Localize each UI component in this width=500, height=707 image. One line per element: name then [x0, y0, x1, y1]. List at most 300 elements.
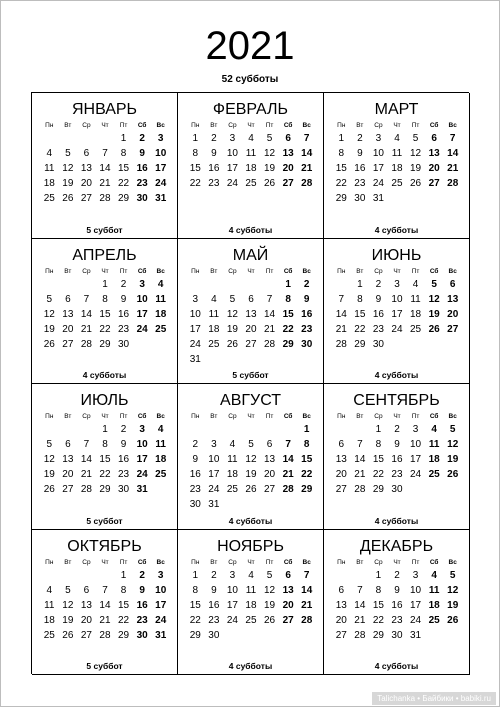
day-number: 25	[226, 484, 238, 495]
day-number: 23	[118, 323, 130, 335]
day-number: 6	[83, 584, 90, 596]
day-number: 29	[118, 629, 130, 641]
day-number: 9	[394, 439, 400, 450]
day-number: 18	[43, 614, 55, 626]
day-number: 21	[80, 323, 92, 335]
day-number: 27	[428, 178, 440, 189]
day-number: 4	[248, 133, 254, 144]
day-number: 28	[447, 178, 459, 189]
day-number: 10	[136, 293, 148, 305]
day-number: 3	[412, 569, 419, 581]
empty-cell	[40, 277, 59, 292]
day-number: 20	[282, 599, 294, 611]
weekday-label: Сб	[137, 558, 147, 566]
day-number: 29	[118, 193, 130, 204]
day-number: 6	[65, 439, 71, 450]
day-number: 17	[410, 599, 422, 611]
empty-cell	[40, 131, 59, 146]
day-number: 12	[62, 163, 74, 174]
weekday-label: Чт	[101, 267, 109, 275]
day-number: 30	[118, 338, 130, 350]
day-number: 26	[62, 629, 74, 641]
day-number: 15	[372, 454, 384, 465]
day-number: 30	[189, 499, 201, 510]
day-number: 5	[65, 148, 71, 159]
day-number: 30	[208, 629, 220, 641]
day-number: 9	[394, 584, 400, 596]
day-number: 7	[303, 569, 310, 581]
day-number: 15	[118, 163, 130, 174]
weekday-label: Вс	[448, 558, 457, 566]
day-number: 2	[303, 278, 310, 290]
day-number: 14	[301, 584, 313, 596]
day-number: 7	[83, 439, 90, 450]
day-number: 12	[410, 148, 422, 159]
day-number: 1	[338, 133, 345, 144]
weekday-label: Вс	[302, 558, 311, 566]
weekday-label: Ср	[374, 122, 383, 129]
empty-cell	[223, 422, 242, 437]
weekday-label: Вс	[302, 267, 311, 275]
day-number: 8	[375, 584, 382, 596]
day-number: 6	[338, 584, 345, 596]
day-number: 27	[335, 484, 347, 495]
weekday-label: Вс	[156, 267, 165, 275]
weekday-label: Вт	[356, 122, 364, 129]
day-number: 3	[394, 278, 400, 290]
day-number: 8	[192, 584, 199, 596]
day-number: 22	[372, 614, 384, 626]
day-number: 8	[120, 584, 127, 596]
empty-cell	[279, 422, 298, 437]
month-name: ИЮЛЬ	[80, 392, 129, 409]
day-number: 2	[192, 439, 199, 450]
day-number: 24	[155, 614, 167, 626]
weekday-label: Ср	[82, 413, 91, 420]
day-number: 12	[428, 293, 440, 305]
day-number: 17	[136, 308, 148, 320]
day-number: 13	[447, 293, 459, 305]
day-number: 25	[428, 614, 440, 626]
day-number: 14	[99, 163, 111, 174]
month-name: ОКТЯБРЬ	[67, 537, 142, 555]
day-number: 4	[248, 569, 254, 581]
empty-cell	[77, 131, 96, 146]
weekday-label: Сб	[283, 122, 293, 129]
weekday-label: Вт	[64, 267, 72, 275]
day-number: 5	[449, 569, 456, 581]
day-number: 11	[428, 584, 440, 596]
month-name: СЕНТЯБРЬ	[353, 392, 440, 409]
day-number: 13	[428, 148, 440, 159]
day-number: 19	[447, 599, 459, 611]
day-number: 19	[428, 308, 440, 320]
weekday-header	[332, 121, 462, 130]
weekday-label: Вс	[448, 122, 457, 129]
day-number: 2	[211, 133, 217, 144]
day-number: 26	[62, 193, 74, 204]
day-number: 17	[136, 454, 148, 465]
day-number: 23	[208, 614, 220, 626]
weekday-header	[186, 412, 316, 421]
weekday-label: Чт	[393, 558, 401, 566]
empty-cell	[186, 277, 205, 292]
saturday-count: 5 суббот	[86, 224, 123, 235]
day-number: 11	[245, 584, 257, 596]
weekday-label: Пн	[191, 413, 200, 420]
weekday-label: Сб	[429, 558, 439, 566]
weekday-header	[40, 267, 170, 276]
weekday-label: Чт	[393, 122, 401, 129]
day-number: 14	[282, 454, 294, 465]
day-number: 20	[335, 469, 347, 480]
month-name: НОЯБРЬ	[217, 537, 284, 555]
day-number: 12	[447, 584, 459, 596]
day-number: 30	[118, 484, 130, 495]
day-number: 5	[46, 439, 53, 450]
day-number: 3	[139, 424, 145, 435]
day-number: 5	[412, 133, 419, 144]
weekday-label: Пн	[191, 558, 200, 566]
day-number: 5	[449, 424, 456, 435]
day-number: 31	[136, 484, 148, 495]
empty-cell	[242, 422, 261, 437]
day-number: 23	[189, 484, 201, 495]
day-number: 18	[155, 308, 167, 320]
day-number: 9	[303, 293, 310, 305]
day-number: 15	[282, 308, 294, 320]
day-number: 24	[155, 178, 167, 189]
day-number: 25	[245, 614, 257, 626]
day-number: 8	[192, 148, 199, 159]
month-name: МАРТ	[374, 101, 419, 118]
weekday-label: Пт	[119, 267, 128, 275]
day-number: 5	[65, 584, 71, 596]
day-number: 2	[139, 133, 145, 144]
weekday-label: Пт	[265, 558, 274, 566]
day-number: 17	[372, 163, 384, 174]
day-number: 24	[208, 484, 220, 495]
day-number: 20	[62, 469, 74, 480]
weekday-label: Вт	[64, 122, 72, 129]
day-number: 28	[99, 629, 111, 641]
day-number: 26	[245, 484, 257, 495]
weekday-label: Ср	[82, 558, 91, 566]
day-number: 17	[189, 323, 201, 335]
day-number: 30	[391, 629, 403, 641]
saturday-count: 4 субботы	[82, 370, 127, 380]
day-number: 23	[391, 614, 403, 626]
saturday-count: 4 субботы	[374, 661, 419, 671]
month-block	[32, 239, 178, 385]
day-number: 19	[410, 163, 422, 174]
day-number: 4	[157, 424, 164, 435]
day-number: 10	[136, 439, 148, 450]
weekday-label: Вс	[302, 122, 311, 129]
day-number: 1	[357, 278, 363, 290]
day-number: 27	[80, 193, 92, 204]
day-number: 9	[357, 148, 363, 159]
day-number: 7	[83, 293, 90, 305]
weekday-header	[186, 267, 316, 276]
day-number: 14	[264, 308, 276, 320]
day-number: 28	[301, 178, 313, 189]
weekday-label: Чт	[247, 413, 255, 420]
day-number: 20	[335, 614, 347, 626]
day-number: 15	[189, 599, 201, 611]
weekday-label: Ср	[374, 267, 383, 275]
day-number: 3	[229, 569, 236, 581]
day-number: 20	[447, 308, 459, 320]
day-number: 17	[155, 599, 167, 611]
saturday-count: 5 суббот	[232, 370, 269, 380]
weekday-label: Ср	[228, 413, 237, 420]
day-number: 22	[118, 614, 130, 626]
empty-cell	[260, 277, 279, 292]
day-number: 17	[208, 469, 220, 480]
day-number: 29	[99, 338, 111, 350]
day-number: 18	[391, 163, 403, 174]
day-number: 26	[410, 178, 422, 189]
weekday-label: Пт	[119, 558, 128, 566]
day-number: 7	[102, 584, 108, 596]
weekday-label: Пт	[265, 267, 274, 275]
weekday-label: Пн	[337, 413, 346, 420]
day-number: 22	[335, 178, 347, 189]
day-number: 24	[226, 614, 238, 626]
day-number: 31	[208, 499, 220, 510]
day-number: 22	[189, 614, 201, 626]
day-number: 23	[372, 323, 384, 335]
day-number: 9	[139, 584, 145, 596]
day-number: 24	[391, 323, 403, 335]
weekday-label: Вт	[210, 122, 218, 129]
day-number: 27	[264, 484, 276, 495]
weekday-label: Пт	[119, 122, 128, 129]
day-number: 7	[303, 133, 310, 144]
month-name: АВГУСТ	[220, 392, 281, 409]
day-number: 11	[391, 148, 403, 159]
day-number: 2	[357, 133, 363, 144]
weekday-label: Пн	[337, 558, 346, 566]
day-number: 18	[155, 454, 167, 465]
month-block	[178, 239, 324, 385]
day-number: 28	[264, 338, 276, 350]
day-number: 30	[301, 338, 313, 350]
weekday-label: Пн	[337, 122, 346, 129]
saturday-count: 4 субботы	[374, 370, 419, 380]
weekday-label: Вс	[156, 558, 165, 566]
day-number: 29	[372, 484, 384, 495]
day-number: 13	[335, 454, 347, 465]
saturday-count: 5 суббот	[86, 515, 123, 526]
month-block	[178, 93, 324, 239]
day-number: 12	[447, 439, 459, 450]
day-number: 28	[354, 484, 366, 495]
day-number: 4	[46, 584, 53, 596]
day-number: 30	[391, 484, 403, 495]
day-number: 30	[136, 193, 148, 204]
day-number: 25	[43, 629, 55, 641]
day-number: 9	[139, 148, 145, 159]
day-number: 30	[372, 338, 384, 350]
day-number: 3	[211, 439, 217, 450]
day-number: 4	[157, 278, 164, 290]
weekday-header	[186, 558, 316, 567]
day-number: 19	[264, 599, 276, 611]
day-number: 13	[282, 584, 294, 596]
day-number: 10	[226, 584, 238, 596]
day-number: 19	[245, 469, 257, 480]
weekday-label: Вс	[448, 413, 457, 420]
empty-cell	[59, 131, 78, 146]
day-number: 11	[410, 293, 421, 305]
day-number: 19	[264, 163, 276, 174]
day-number: 28	[282, 484, 294, 495]
month-name: АПРЕЛЬ	[72, 246, 137, 264]
day-number: 12	[43, 454, 55, 465]
day-number: 19	[43, 323, 55, 335]
day-number: 12	[264, 148, 276, 159]
day-number: 6	[285, 569, 291, 581]
day-number: 3	[229, 133, 236, 144]
day-number: 7	[357, 584, 363, 596]
weekday-label: Пт	[411, 558, 420, 566]
day-number: 11	[428, 439, 440, 450]
weekday-label: Ср	[374, 558, 383, 566]
weekday-label: Вт	[64, 558, 72, 566]
day-number: 9	[120, 439, 127, 450]
empty-cell	[96, 131, 115, 146]
weekday-label: Пт	[411, 122, 420, 129]
day-number: 18	[245, 599, 257, 611]
weekday-label: Пн	[45, 122, 54, 129]
day-number: 19	[62, 178, 74, 189]
day-number: 29	[335, 193, 347, 204]
weekday-label: Ср	[228, 558, 237, 566]
empty-cell	[59, 422, 78, 437]
day-number: 17	[410, 454, 422, 465]
day-number: 24	[410, 614, 422, 626]
day-number: 21	[354, 469, 366, 480]
empty-cell	[77, 568, 96, 583]
day-number: 26	[226, 338, 238, 350]
day-number: 8	[357, 293, 363, 305]
day-number: 31	[155, 193, 167, 204]
day-number: 13	[62, 308, 74, 320]
weekday-header	[332, 412, 462, 421]
day-number: 10	[155, 584, 167, 596]
day-number: 19	[447, 454, 459, 465]
day-number: 19	[62, 614, 74, 626]
day-number: 1	[102, 278, 108, 290]
day-number: 27	[282, 614, 294, 626]
weekday-header	[40, 412, 170, 421]
day-number: 12	[264, 584, 276, 596]
month-block	[32, 93, 178, 239]
month-block	[324, 239, 470, 385]
day-number: 20	[80, 614, 92, 626]
day-number: 14	[354, 599, 366, 611]
month-block	[178, 530, 324, 676]
day-number: 15	[189, 163, 201, 174]
empty-cell	[59, 568, 78, 583]
weekday-label: Чт	[247, 558, 255, 566]
weekday-label: Чт	[247, 122, 255, 129]
day-number: 1	[192, 133, 199, 144]
day-number: 13	[245, 308, 257, 320]
weekday-label: Вс	[302, 413, 311, 420]
day-number: 12	[226, 308, 238, 320]
day-number: 8	[102, 293, 108, 305]
day-number: 26	[447, 469, 459, 480]
empty-cell	[40, 422, 59, 437]
day-number: 14	[335, 308, 347, 320]
day-number: 24	[136, 469, 148, 480]
day-number: 1	[375, 569, 382, 581]
weekday-label: Чт	[247, 267, 255, 275]
saturday-count: 5 суббот	[86, 661, 123, 671]
weekday-header	[186, 121, 316, 130]
day-number: 18	[410, 308, 422, 320]
day-number: 6	[338, 439, 345, 450]
day-number: 27	[62, 338, 74, 350]
day-number: 9	[211, 584, 217, 596]
day-number: 23	[301, 323, 313, 335]
weekday-header	[40, 121, 170, 130]
day-number: 3	[192, 293, 199, 305]
day-number: 26	[43, 338, 55, 350]
day-number: 5	[431, 278, 437, 290]
day-number: 25	[155, 469, 167, 480]
day-number: 30	[354, 193, 366, 204]
empty-cell	[242, 277, 261, 292]
empty-cell	[40, 568, 59, 583]
day-number: 11	[245, 148, 257, 159]
day-number: 10	[410, 439, 422, 450]
empty-cell	[205, 277, 224, 292]
days-grid	[332, 568, 462, 643]
day-number: 24	[226, 178, 238, 189]
day-number: 14	[80, 454, 92, 465]
days-grid	[332, 131, 462, 206]
day-number: 21	[447, 163, 459, 174]
day-number: 22	[372, 469, 384, 480]
day-number: 4	[431, 569, 437, 581]
day-number: 23	[391, 469, 403, 480]
day-number: 10	[391, 293, 403, 305]
weekday-label: Чт	[393, 413, 401, 420]
empty-cell	[260, 422, 279, 437]
day-number: 20	[80, 178, 92, 189]
day-number: 18	[245, 163, 257, 174]
day-number: 8	[102, 439, 108, 450]
day-number: 16	[208, 163, 220, 174]
days-grid	[40, 422, 170, 497]
weekday-label: Пн	[45, 267, 54, 275]
day-number: 14	[80, 308, 92, 320]
weekday-label: Ср	[82, 267, 91, 275]
month-name: ИЮНЬ	[371, 246, 422, 264]
month-block	[324, 93, 470, 239]
day-number: 5	[248, 439, 254, 450]
day-number: 5	[266, 133, 273, 144]
weekday-header	[40, 558, 170, 567]
day-number: 10	[410, 584, 422, 596]
day-number: 23	[136, 614, 148, 626]
saturday-count: 4 субботы	[228, 224, 273, 235]
empty-cell	[332, 277, 351, 292]
